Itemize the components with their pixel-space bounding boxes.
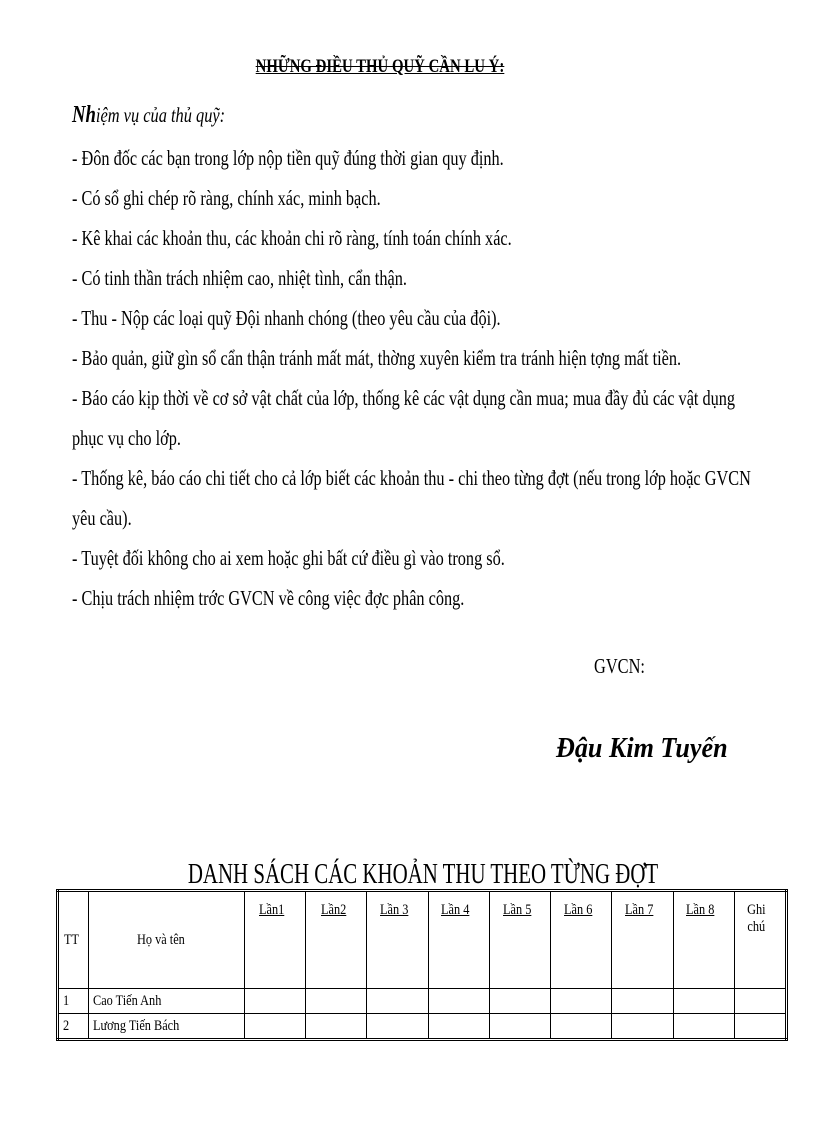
row-tt: 1 <box>58 989 89 1014</box>
row-tt: 2 <box>58 1014 89 1040</box>
header-round: Lần 6 <box>551 891 612 989</box>
header-round: Lần1 <box>244 891 305 989</box>
header-round: Lần 8 <box>673 891 734 989</box>
table-row <box>58 989 787 1014</box>
header-name: Họ và tên <box>89 891 245 989</box>
cell <box>367 1014 428 1040</box>
cell <box>673 989 734 1014</box>
header-round: Lần 5 <box>489 891 550 989</box>
row-name: Cao Tiến Anh <box>89 989 245 1014</box>
cell <box>551 1014 612 1040</box>
table-title: DANH SÁCH CÁC KHOẢN THU THEO TỪNG ĐỢT <box>187 858 659 890</box>
cell <box>244 989 305 1014</box>
table-row <box>58 1014 787 1040</box>
row-name: Lương Tiến Bách <box>89 1014 245 1040</box>
header-round: Lần 3 <box>367 891 428 989</box>
duty-line: - Có tinh thần trách nhiệm cao, nhiệt tình, cẩn thận. <box>72 266 407 290</box>
cell <box>489 1014 550 1040</box>
cell <box>489 989 550 1014</box>
subtitle-rest: iệm vụ của thủ quỹ: <box>95 103 226 127</box>
duty-line: - Thu - Nộp các loại quỹ Đội nhanh chóng (theo yêu cầu của đội). <box>72 306 501 330</box>
cell <box>367 989 428 1014</box>
cell <box>428 989 489 1014</box>
duty-list <box>72 138 770 618</box>
cell <box>673 1014 734 1040</box>
duty-line: phục vụ cho lớp. <box>72 426 181 450</box>
cell <box>306 989 367 1014</box>
section-subtitle <box>72 102 225 129</box>
duty-line: - Báo cáo kịp thời về cơ sở vật chất của lớp, thống kê các vật dụng cần mua; mua đầy đủ các vật dụng <box>72 386 736 410</box>
duty-line: - Chịu trách nhiệm trớc GVCN về công việc đợc phân công. <box>72 586 465 610</box>
header-note: Ghi chú <box>734 891 786 989</box>
duty-line: yêu cầu). <box>72 506 132 530</box>
duty-line: - Bảo quản, giữ gìn sổ cẩn thận tránh mất mát, thờng xuyên kiểm tra tránh hiện tợng mất tiền. <box>72 346 682 370</box>
cell <box>306 1014 367 1040</box>
cell <box>612 989 673 1014</box>
page-title: NHỮNG ĐIỀU THỦ QUỸ CẦN LU Ý: <box>255 56 505 77</box>
table-header-row <box>58 891 787 989</box>
duty-line: - Tuyệt đối không cho ai xem hoặc ghi bất cứ điều gì vào trong sổ. <box>72 546 505 570</box>
header-round: Lần 4 <box>428 891 489 989</box>
duty-line: - Thống kê, báo cáo chi tiết cho cả lớp biết các khoản thu - chi theo từng đợt (nếu trong lớp hoặc GVCN <box>72 466 751 490</box>
cell <box>612 1014 673 1040</box>
collection-table <box>56 889 788 1041</box>
gvcn-label: GVCN: <box>594 654 645 678</box>
duty-line: - Đôn đốc các bạn trong lớp nộp tiền quỹ đúng thời gian quy định. <box>72 146 504 170</box>
header-tt: TT <box>58 891 89 989</box>
duty-line: - Kê khai các khoản thu, các khoản chi rõ ràng, tính toán chính xác. <box>72 226 512 250</box>
teacher-signature: Đậu Kim Tuyến <box>556 732 728 764</box>
subtitle-prefix: Nh <box>72 102 96 128</box>
duty-line: - Có sổ ghi chép rõ ràng, chính xác, minh bạch. <box>72 186 381 210</box>
cell <box>734 989 786 1014</box>
cell <box>428 1014 489 1040</box>
header-round: Lần2 <box>306 891 367 989</box>
header-round: Lần 7 <box>612 891 673 989</box>
cell <box>551 989 612 1014</box>
cell <box>244 1014 305 1040</box>
cell <box>734 1014 786 1040</box>
